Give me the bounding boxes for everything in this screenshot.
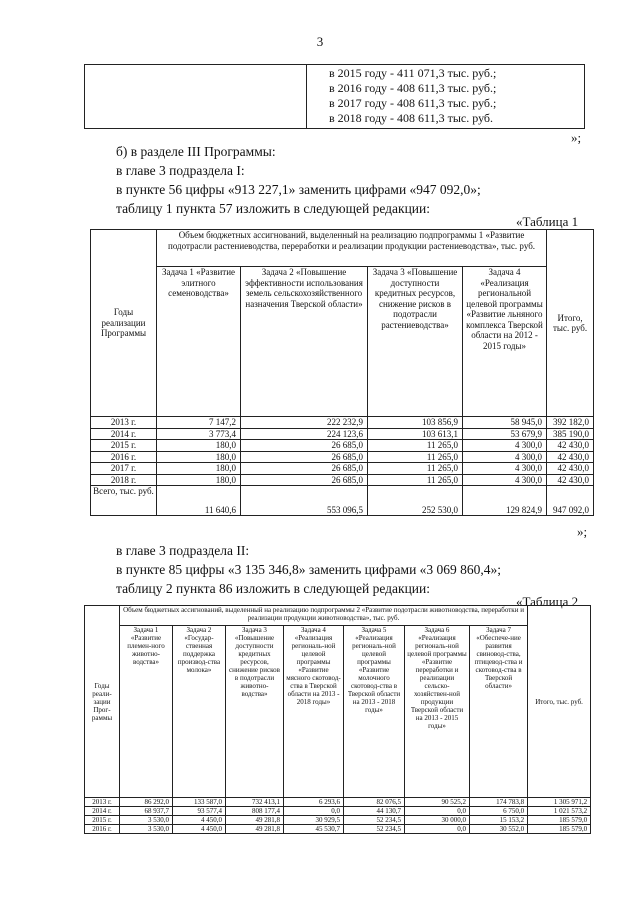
value-cell: 11 265,0 xyxy=(368,440,463,452)
value-cell: 947 092,0 xyxy=(547,486,594,516)
value-cell: 53 679,9 xyxy=(463,428,547,440)
funding-line-2016: в 2016 году - 408 611,3 тыс. руб.; xyxy=(329,81,497,95)
empty-cell xyxy=(85,65,307,129)
value-cell: 180,0 xyxy=(157,463,241,475)
quote-close: »; xyxy=(577,524,588,539)
table-row xyxy=(85,816,591,825)
value-cell: 1 305 971,2 xyxy=(528,798,591,807)
table-row xyxy=(91,474,594,486)
table-row xyxy=(91,451,594,463)
year-cell: 2015 г. xyxy=(85,816,120,825)
value-cell: 42 430,0 xyxy=(547,474,594,486)
value-cell: 4 300,0 xyxy=(463,474,547,486)
group-header: Объем бюджетных ассигнований, выделенный на реализацию подпрограммы 1 «Развитие подотрасли растениеводства, переработки и реализации продукции растениеводства», тыс. руб. xyxy=(157,230,547,267)
value-cell: 1 021 573,2 xyxy=(528,807,591,816)
value-cell: 49 281,8 xyxy=(226,825,284,834)
value-cell: 26 685,0 xyxy=(241,440,368,452)
value-cell: 174 783,8 xyxy=(470,798,528,807)
table-row xyxy=(85,807,591,816)
year-cell: Всего, тыс. руб. xyxy=(91,486,157,516)
value-cell: 93 577,4 xyxy=(173,807,226,816)
year-cell: 2014 г. xyxy=(85,807,120,816)
table-row xyxy=(91,440,594,452)
value-cell: 185 579,0 xyxy=(528,816,591,825)
value-cell: 82 076,5 xyxy=(344,798,405,807)
task-header: Задача 2 «Государ-ственная поддержка производ-ства молока» xyxy=(173,626,226,798)
value-cell: 52 234,5 xyxy=(344,825,405,834)
task-header: Задача 3 «Повышение доступности кредитных ресурсов, снижение рисков в подотрасли животно-водства» xyxy=(226,626,284,798)
value-cell: 11 265,0 xyxy=(368,474,463,486)
value-cell: 180,0 xyxy=(157,451,241,463)
value-cell: 222 232,9 xyxy=(241,417,368,429)
years-header: Годы реализации Программы xyxy=(91,230,157,417)
value-cell: 185 579,0 xyxy=(528,825,591,834)
value-cell: 392 182,0 xyxy=(547,417,594,429)
year-cell: 2015 г. xyxy=(91,440,157,452)
table-row xyxy=(85,825,591,834)
value-cell: 129 824,9 xyxy=(463,486,547,516)
value-cell: 11 265,0 xyxy=(368,451,463,463)
funding-lines-cell xyxy=(307,65,585,129)
value-cell: 224 123,6 xyxy=(241,428,368,440)
value-cell: 45 530,7 xyxy=(284,825,344,834)
total-header: Итого, тыс. руб. xyxy=(528,606,591,798)
value-cell: 180,0 xyxy=(157,440,241,452)
table2-caption: «Таблица 2 xyxy=(516,594,579,609)
value-cell: 44 130,7 xyxy=(344,807,405,816)
year-cell: 2013 г. xyxy=(85,798,120,807)
value-cell: 103 613,1 xyxy=(368,428,463,440)
value-cell: 86 292,0 xyxy=(120,798,173,807)
table-row xyxy=(91,417,594,429)
value-cell: 3 773,4 xyxy=(157,428,241,440)
value-cell: 4 450,0 xyxy=(173,825,226,834)
value-cell: 3 530,0 xyxy=(120,825,173,834)
total-header: Итого, тыс. руб. xyxy=(547,230,594,417)
value-cell: 90 525,2 xyxy=(405,798,470,807)
value-cell: 133 587,0 xyxy=(173,798,226,807)
value-cell: 4 450,0 xyxy=(173,816,226,825)
value-cell: 4 300,0 xyxy=(463,451,547,463)
value-cell: 103 856,9 xyxy=(368,417,463,429)
value-cell: 42 430,0 xyxy=(547,440,594,452)
continuation-table xyxy=(84,64,585,129)
value-cell: 6 750,0 xyxy=(470,807,528,816)
task-header: Задача 4 «Реализация региональной целевой программы «Развитие льняного комплекса Тверской области на 2012 - 2015 годы» xyxy=(463,267,547,417)
year-cell: 2017 г. xyxy=(91,463,157,475)
value-cell: 4 300,0 xyxy=(463,463,547,475)
value-cell: 0,0 xyxy=(284,807,344,816)
year-cell: 2018 г. xyxy=(91,474,157,486)
value-cell: 30 000,0 xyxy=(405,816,470,825)
value-cell: 26 685,0 xyxy=(241,474,368,486)
table-total-row xyxy=(91,486,594,516)
quote-close: »; xyxy=(571,130,582,145)
group-header: Объем бюджетных ассигнований, выделенный на реализацию подпрограммы 2 «Развитие подотрасли животноводства, переработки и реализации продукции животноводства», тыс. руб. xyxy=(120,606,528,626)
year-cell: 2013 г. xyxy=(91,417,157,429)
table-row xyxy=(85,798,591,807)
value-cell: 11 640,6 xyxy=(157,486,241,516)
value-cell: 26 685,0 xyxy=(241,463,368,475)
task-header: Задача 1 «Развитие элитного семеноводства» xyxy=(157,267,241,417)
year-cell: 2016 г. xyxy=(91,451,157,463)
funding-line-2015: в 2015 году - 411 071,3 тыс. руб.; xyxy=(329,66,497,80)
value-cell: 11 265,0 xyxy=(368,463,463,475)
task-header: Задача 3 «Повышение доступности кредитных ресурсов, снижение рисков в подотрасли растениеводства» xyxy=(368,267,463,417)
value-cell: 58 945,0 xyxy=(463,417,547,429)
funding-line-2017: в 2017 году - 408 611,3 тыс. руб.; xyxy=(329,96,497,110)
value-cell: 26 685,0 xyxy=(241,451,368,463)
task-header: Задача 1 «Развитие племен-ного животно-водства» xyxy=(120,626,173,798)
value-cell: 252 530,0 xyxy=(368,486,463,516)
value-cell: 180,0 xyxy=(157,474,241,486)
value-cell: 0,0 xyxy=(405,825,470,834)
paragraph: в главе 3 подраздела II: xyxy=(116,543,250,558)
value-cell: 385 190,0 xyxy=(547,428,594,440)
task-header: Задача 7 «Обеспече-ние развития свиновод-ства, птицевод-ства и скотовод-ства в Тверской области» xyxy=(470,626,528,798)
value-cell: 4 300,0 xyxy=(463,440,547,452)
paragraph: б) в разделе III Программы: xyxy=(116,144,276,159)
task-header: Задача 4 «Реализация региональ-ной целевой программы «Развитие мясного скотовод-ства в Тверской области на 2013 - 2018 годы» xyxy=(284,626,344,798)
task-header: Задача 5 «Реализация региональ-ной целевой программы «Развитие молочного скотовод-ства в Тверской области на 2013 - 2018 годы» xyxy=(344,626,405,798)
paragraph: в пункте 56 цифры «913 227,1» заменить цифрами «947 092,0»; xyxy=(116,182,481,197)
value-cell: 732 413,1 xyxy=(226,798,284,807)
value-cell: 15 153,2 xyxy=(470,816,528,825)
value-cell: 3 530,0 xyxy=(120,816,173,825)
paragraph: таблицу 2 пункта 86 изложить в следующей редакции: xyxy=(116,581,430,596)
value-cell: 52 234,5 xyxy=(344,816,405,825)
value-cell: 808 177,4 xyxy=(226,807,284,816)
task-header: Задача 2 «Повышение эффективности использования земель сельскохозяйственного назначения Тверской области» xyxy=(241,267,368,417)
page-number: 3 xyxy=(316,34,324,49)
paragraph: таблицу 1 пункта 57 изложить в следующей редакции: xyxy=(116,201,430,216)
value-cell: 0,0 xyxy=(405,807,470,816)
table-2 xyxy=(84,605,591,834)
table1-caption: «Таблица 1 xyxy=(516,214,579,229)
task-header: Задача 6 «Реализация региональ-ной целевой программы «Развитие переработки и реализации сельско-хозяйствен-ной продукции Тверской области на 2013 - 2015 годы» xyxy=(405,626,470,798)
funding-line-2018: в 2018 году - 408 611,3 тыс. руб. xyxy=(329,111,494,125)
value-cell: 42 430,0 xyxy=(547,463,594,475)
value-cell: 30 552,0 xyxy=(470,825,528,834)
value-cell: 42 430,0 xyxy=(547,451,594,463)
value-cell: 6 293,6 xyxy=(284,798,344,807)
year-cell: 2016 г. xyxy=(85,825,120,834)
table-1 xyxy=(90,229,594,516)
value-cell: 68 937,7 xyxy=(120,807,173,816)
paragraph: в пункте 85 цифры «3 135 346,8» заменить цифрами «3 069 860,4»; xyxy=(116,562,502,577)
table-row xyxy=(91,463,594,475)
value-cell: 7 147,2 xyxy=(157,417,241,429)
year-cell: 2014 г. xyxy=(91,428,157,440)
table-row xyxy=(91,428,594,440)
value-cell: 553 096,5 xyxy=(241,486,368,516)
value-cell: 30 929,5 xyxy=(284,816,344,825)
paragraph: в главе 3 подраздела I: xyxy=(116,163,245,178)
years-header: Годы реали-зации Прог-раммы xyxy=(85,606,120,798)
value-cell: 49 281,8 xyxy=(226,816,284,825)
